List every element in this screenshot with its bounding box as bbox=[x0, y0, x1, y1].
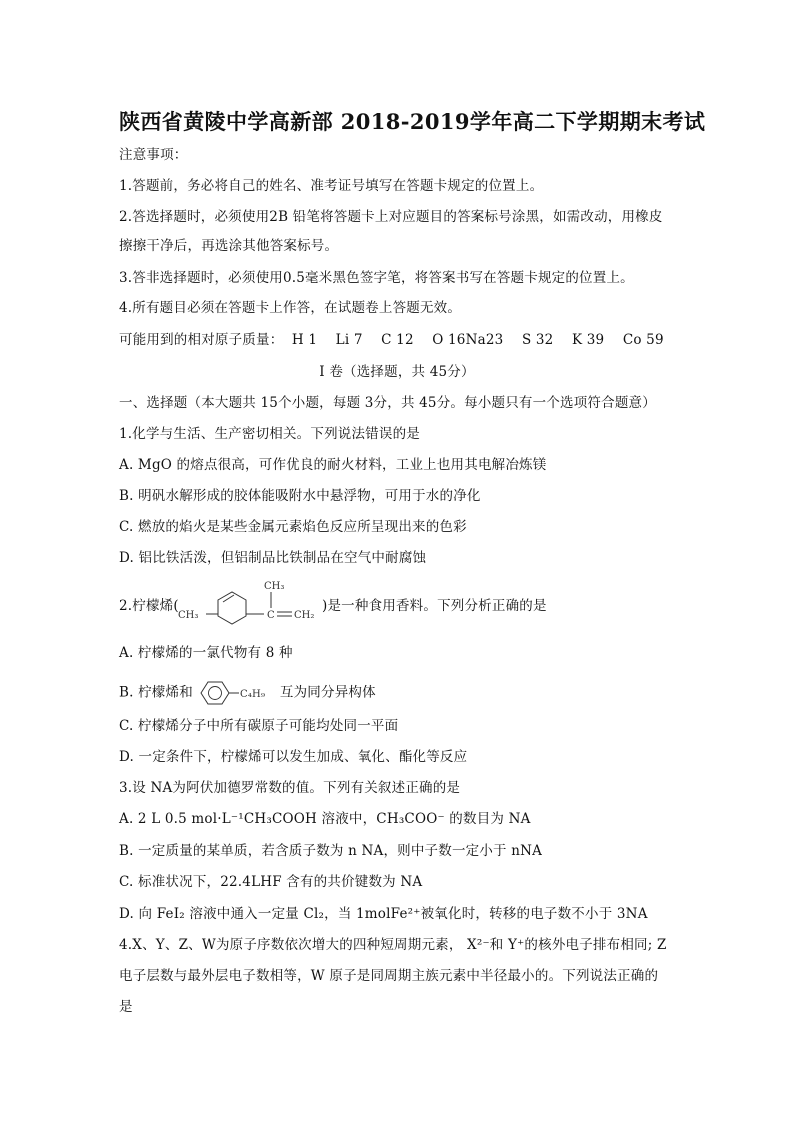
butylbenzene-structure bbox=[197, 680, 275, 706]
q2-option-b bbox=[119, 680, 376, 706]
atomic-mass-c: C 12 bbox=[381, 332, 414, 348]
atomic-mass-h: H 1 bbox=[291, 332, 318, 348]
q2-option-d: D. 一定条件下，柠檬烯可以发生加成、氧化、酯化等反应 bbox=[119, 749, 468, 765]
q1-option-b: B. 明矾水解形成的胶体能吸附水中悬浮物，可用于水的净化 bbox=[119, 488, 481, 504]
q1-option-d: D. 铝比铁活泼，但铝制品比铁制品在空气中耐腐蚀 bbox=[119, 550, 427, 566]
page-title: 陕西省黄陵中学高新部 2018-2019学年高二下学期期末考试 bbox=[119, 109, 706, 134]
atomic-mass-o-na: O 16Na23 bbox=[432, 332, 504, 348]
q1-stem: 1.化学与生活、生产密切相关。下列说法错误的是 bbox=[119, 426, 420, 442]
q4-line-2: 电子层数与最外层电子数相等，W 原子是同周期主族元素中半径最小的。下列说法正确的 bbox=[119, 968, 659, 984]
benzene-ring bbox=[201, 682, 229, 704]
struct-label-c4h9: C₄H₉ bbox=[240, 689, 266, 700]
q3-option-d: D. 向 FeI₂ 溶液中通入一定量 Cl₂，当 1molFe²⁺被氧化时，转移的电子数不小于 3NA bbox=[119, 906, 648, 922]
q3-option-a: A. 2 L 0.5 mol·L⁻¹CH₃COOH 溶液中，CH₃COO⁻ 的数目为 NA bbox=[119, 811, 531, 827]
part-title: I 卷（选择题，共 45分） bbox=[319, 364, 475, 380]
q2-stem-pre: 2.柠檬烯( bbox=[119, 598, 179, 614]
notice-item-3: 3.答非选择题时，必须使用0.5毫米黑色签字笔，将答案书写在答题卡规定的位置上。 bbox=[119, 270, 634, 286]
q3-option-c: C. 标准状况下，22.4LHF 含有的共价键数为 NA bbox=[119, 874, 423, 890]
section-title: 一、选择题（本大题共 15个小题，每题 3分，共 45分。每小题只有一个选项符合题意） bbox=[119, 395, 656, 411]
q2-stem-post: )是一种食用香料。下列分析正确的是 bbox=[322, 598, 547, 614]
atomic-mass-s: S 32 bbox=[521, 332, 554, 348]
q4-line-1: 4.X、Y、Z、W为原子序数依次增大的四种短周期元素， X²⁻和 Y⁺的核外电子排布相同; Z bbox=[119, 937, 667, 953]
q2-option-b-pre: B. 柠檬烯和 bbox=[119, 684, 193, 701]
notice-item-1: 1.答题前，务必将自己的姓名、准考证号填写在答题卡规定的位置上。 bbox=[119, 178, 544, 194]
atomic-mass-li: Li 7 bbox=[335, 332, 363, 348]
atomic-mass-k: K 39 bbox=[571, 332, 605, 348]
struct-label-ch2: CH₂ bbox=[294, 610, 315, 621]
q4-line-3: 是 bbox=[119, 999, 133, 1015]
q2-option-b-post: 互为同分异构体 bbox=[279, 684, 376, 701]
notice-item-4: 4.所有题目必须在答题卡上作答，在试题卷上答题无效。 bbox=[119, 300, 462, 316]
q3-option-b: B. 一定质量的某单质，若含质子数为 n NA，则中子数一定小于 nNA bbox=[119, 843, 543, 859]
q2-option-c: C. 柠檬烯分子中所有碳原子可能均处同一平面 bbox=[119, 718, 399, 734]
limonene-structure bbox=[176, 578, 322, 628]
atomic-mass-label: 可能用到的相对原子质量： bbox=[119, 332, 284, 348]
q1-option-a: A. MgO 的熔点很高，可作优良的耐火材料，工业上也用其电解冶炼镁 bbox=[119, 457, 547, 473]
q2-option-a: A. 柠檬烯的一氯代物有 8 种 bbox=[119, 645, 293, 661]
notice-item-2-cont: 擦擦干净后，再选涂其他答案标号。 bbox=[119, 238, 339, 254]
struct-label-ch3-top: CH₃ bbox=[264, 581, 285, 592]
atomic-mass-line bbox=[119, 330, 678, 350]
struct-label-c: C bbox=[267, 610, 275, 621]
q2-stem bbox=[119, 596, 179, 616]
notice-item-2: 2.答选择题时，必须使用2B 铅笔将答题卡上对应题目的答案标号涂黑，如需改动，用橡皮 bbox=[119, 209, 663, 225]
notice-header: 注意事项： bbox=[119, 147, 188, 163]
struct-label-ch3-left: CH₃ bbox=[178, 610, 199, 621]
atomic-mass-co: Co 59 bbox=[622, 332, 664, 348]
q1-option-c: C. 燃放的焰火是某些金属元素焰色反应所呈现出来的色彩 bbox=[119, 519, 467, 535]
q3-stem: 3.设 NA为阿伏加德罗常数的值。下列有关叙述正确的是 bbox=[119, 780, 461, 796]
